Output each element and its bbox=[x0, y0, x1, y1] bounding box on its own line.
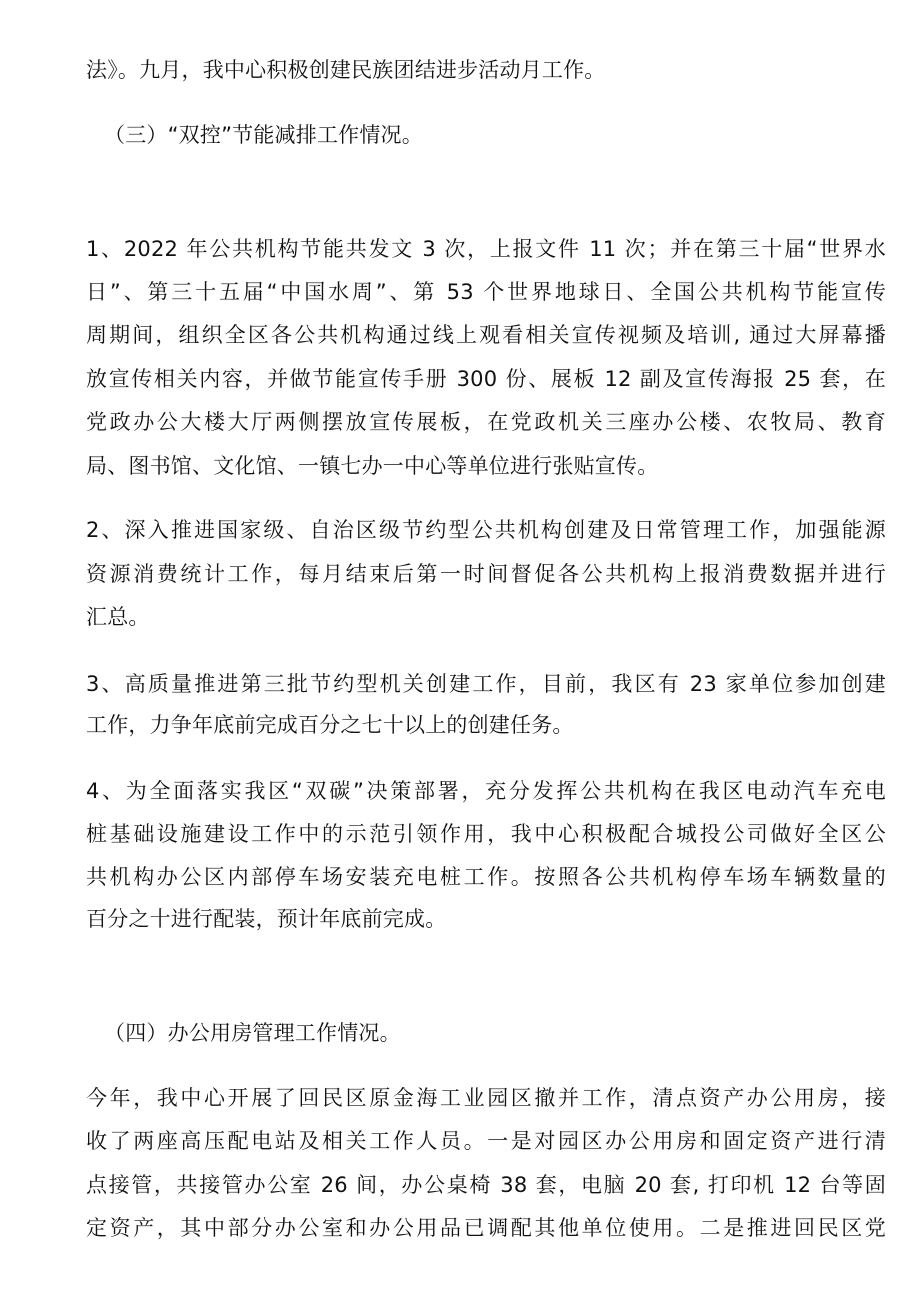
item1-line-5: 党政办公大楼大厅两侧摆放宣传展板，在党政机关三座办公楼、农牧局、教育 bbox=[86, 410, 886, 434]
section4-line-4: 定资产，其中部分办公室和办公用品已调配其他单位使用。二是推进回民区党 bbox=[86, 1216, 886, 1240]
item1-line-6: 局、图书馆、文化馆、一镇七办一中心等单位进行张贴宣传。 bbox=[86, 454, 659, 478]
item3-line-1: 3、高质量推进第三批节约型机关创建工作，目前，我区有 23 家单位参加创建 bbox=[86, 672, 886, 696]
section4-line-1: 今年，我中心开展了回民区原金海工业园区撤并工作，清点资产办公用房，接 bbox=[86, 1086, 886, 1110]
item1-line-4: 放宣传相关内容，并做节能宣传手册 300 份、展板 12 副及宣传海报 25 套，在 bbox=[86, 367, 886, 391]
item4-line-1: 4、为全面落实我区“双碳”决策部署，充分发挥公共机构在我区电动汽车充电 bbox=[86, 779, 886, 803]
item4-line-2: 桩基础设施建设工作中的示范引领作用，我中心积极配合城投公司做好全区公 bbox=[86, 822, 886, 846]
item2-line-2: 资源消费统计工作，每月结束后第一时间督促各公共机构上报消费数据并进行 bbox=[86, 562, 886, 586]
item2-line-3: 汇总。 bbox=[86, 605, 150, 629]
item4-line-3: 共机构办公区内部停车场安装充电桩工作。按照各公共机构停车场车辆数量的 bbox=[86, 865, 886, 889]
item1-line-2: 日”、第三十五届“中国水周”、第 53 个世界地球日、全国公共机构节能宣传 bbox=[86, 280, 886, 304]
item4-line-4: 百分之十进行配装，预计年底前完成。 bbox=[86, 907, 447, 931]
section-heading-3: （三）“双控”节能减排工作情况。 bbox=[104, 123, 423, 147]
item1-line-1: 1、2022 年公共机构节能共发文 3 次，上报文件 11 次；并在第三十届“世界水 bbox=[86, 237, 886, 261]
item1-line-3: 周期间，组织全区各公共机构通过线上观看相关宣传视频及培训, 通过大屏幕播 bbox=[86, 323, 886, 347]
section4-line-2: 收了两座高压配电站及相关工作人员。一是对园区办公用房和固定资产进行清 bbox=[86, 1129, 886, 1153]
item3-line-2: 工作，力争年底前完成百分之七十以上的创建任务。 bbox=[86, 713, 574, 737]
section-heading-4: （四）办公用房管理工作情况。 bbox=[104, 1021, 401, 1045]
paragraph-fragment: 法》。九月，我中心积极创建民族团结进步活动月工作。 bbox=[86, 58, 606, 82]
item2-line-1: 2、深入推进国家级、自治区级节约型公共机构创建及日常管理工作，加强能源 bbox=[86, 518, 886, 542]
section4-line-3: 点接管，共接管办公室 26 间，办公桌椅 38 套，电脑 20 套, 打印机 12 台等固 bbox=[86, 1173, 886, 1197]
